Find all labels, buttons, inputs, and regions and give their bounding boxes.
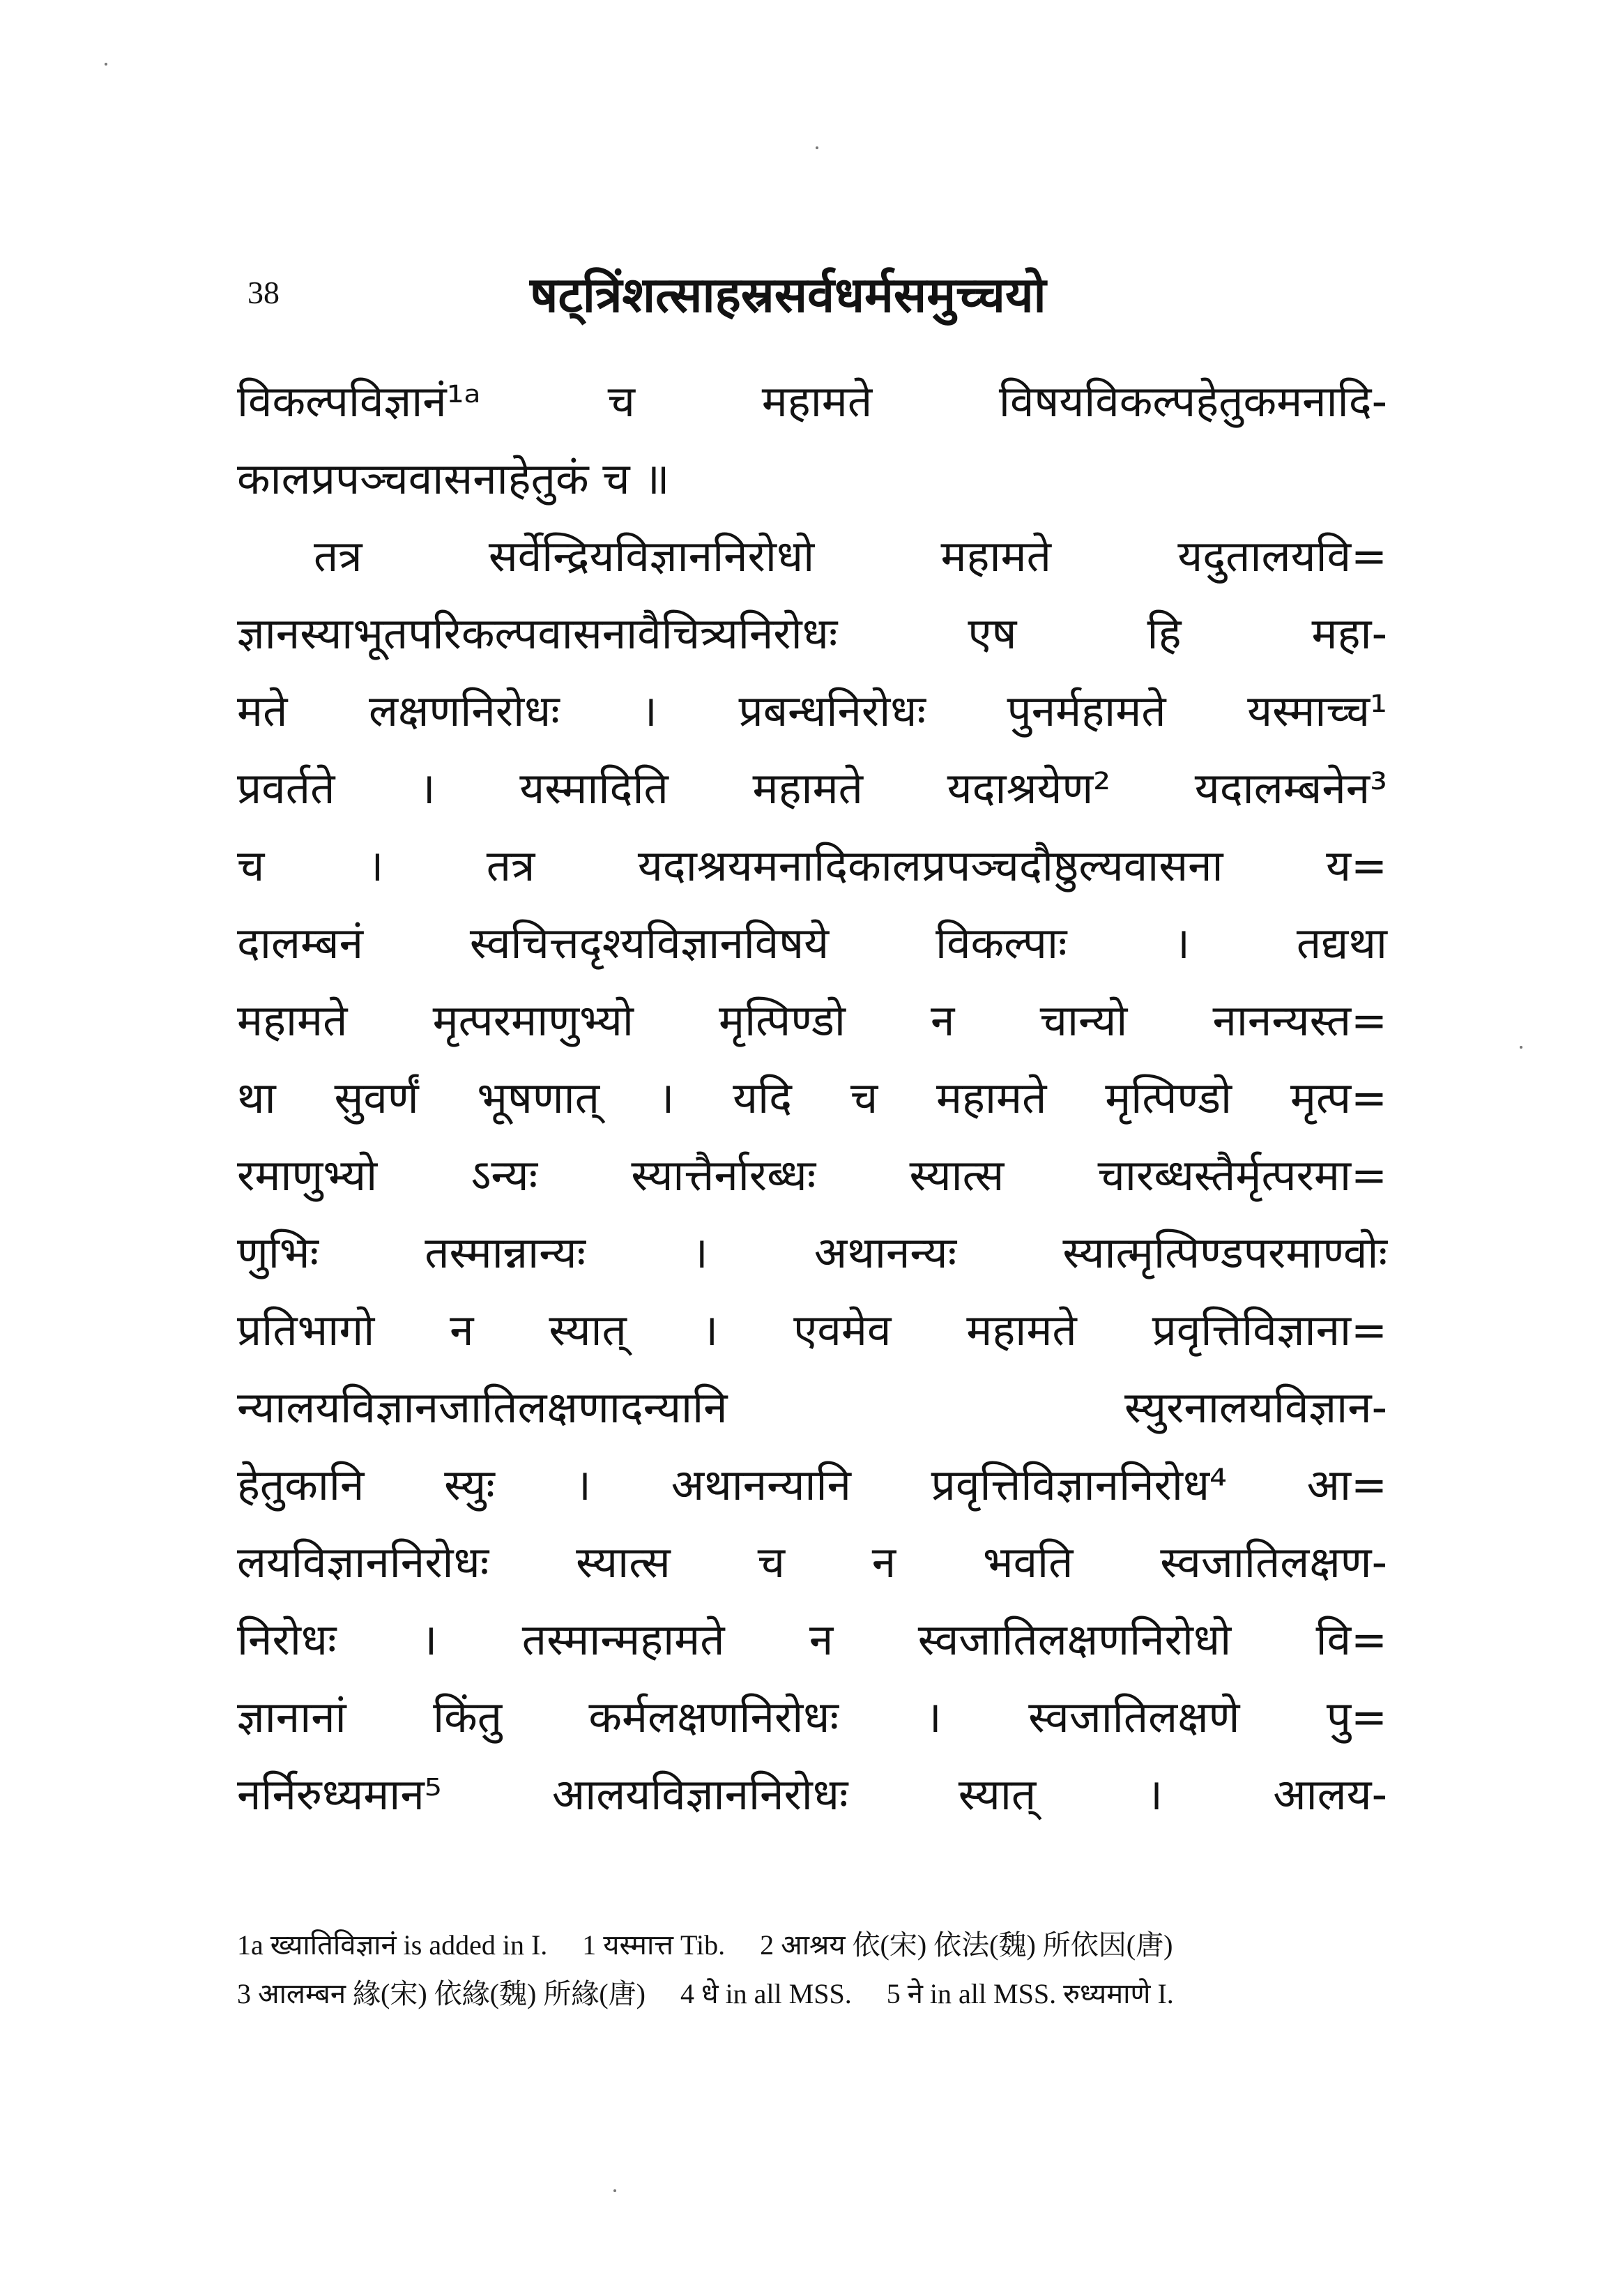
text-line: हेतुकानि स्युः । अथानन्यानि प्रवृत्तिविज्ञाननिरोध⁴ आ= <box>237 1459 1387 1510</box>
text-line: ज्ञानस्याभूतपरिकल्पवासनावैचित्र्यनिरोधः एष हि महा- <box>237 608 1387 659</box>
text-line: तत्र सर्वेन्द्रियविज्ञाननिरोधो महामते यदुतालयवि= <box>314 531 1387 581</box>
running-head: षट्त्रिंशत्साहस्रसर्वधर्मसमुच्चयो <box>530 266 1046 324</box>
footnote-line <box>237 1970 1387 2018</box>
footnote: 4 धे in all MSS. <box>680 1978 852 2009</box>
footnote: 2 आश्रय 依(宋) 依法(魏) 所依因(唐) <box>760 1929 1173 1961</box>
scan-speck <box>1520 1046 1522 1049</box>
text-line: प्रतिभागो न स्यात् । एवमेव महामते प्रवृत्तिविज्ञाना= <box>237 1305 1387 1355</box>
scan-speck <box>816 146 818 149</box>
text-line: णुभिः तस्मान्नान्यः । अथानन्यः स्यात्मृत्पिण्डपरमाण्वोः <box>237 1227 1387 1278</box>
text-line: कालप्रपञ्चवासनाहेतुकं च ॥ <box>237 453 670 504</box>
text-line: न्यालयविज्ञानजातिलक्षणादन्यानि स्युरनालयविज्ञान- <box>237 1382 1387 1433</box>
text-line: रमाणुभ्यो ऽन्यः स्यात्तैर्नारब्धः स्यात्स चारब्धस्तैर्मृत्परमा= <box>237 1150 1387 1201</box>
scan-speck <box>105 63 107 66</box>
text-line: मते लक्षणनिरोधः । प्रबन्धनिरोधः पुनर्महामते यस्माच्च¹ <box>237 685 1387 736</box>
body-text <box>237 363 1387 1833</box>
footnote: 3 आलम्बन 緣(宋) 依緣(魏) 所緣(唐) <box>237 1978 646 2009</box>
footnote: 1a ख्यातिविज्ञानं is added in I. <box>237 1929 548 1961</box>
text-line: च । तत्र यदाश्रयमनादिकालप्रपञ्चदौष्ठुल्यवासना य= <box>237 840 1387 891</box>
text-line: महामते मृत्परमाणुभ्यो मृत्पिण्डो न चान्यो नानन्यस्त= <box>237 995 1387 1046</box>
footnote-line <box>237 1921 1387 1970</box>
text-line: था सुवर्णं भूषणात् । यदि च महामते मृत्पिण्डो मृत्प= <box>237 1072 1387 1123</box>
footnote: 5 ने in all MSS. रुध्यमाणे I. <box>886 1978 1174 2009</box>
scan-speck <box>613 2189 616 2192</box>
text-line: नर्निरुध्यमान⁵ आलयविज्ञाननिरोधः स्यात् । आलय- <box>237 1769 1387 1820</box>
text-line: निरोधः । तस्मान्महामते न स्वजातिलक्षणनिरोधो वि= <box>237 1614 1387 1665</box>
footnote: 1 यस्मात्त Tib. <box>582 1929 726 1961</box>
text-line: दालम्बनं स्वचित्तदृश्यविज्ञानविषये विकल्पाः । तद्यथा <box>237 918 1387 968</box>
text-line: लयविज्ञाननिरोधः स्यात्स च न भवति स्वजातिलक्षण- <box>237 1537 1387 1588</box>
text-line: विकल्पविज्ञानं¹ᵃ च महामते विषयविकल्पहेतुकमनादि- <box>237 376 1387 427</box>
footnotes <box>237 1921 1387 2018</box>
text-line: प्रवर्तते । यस्मादिति महामते यदाश्रयेण² यदालम्बनेन³ <box>237 763 1387 814</box>
page-number: 38 <box>247 275 280 310</box>
text-line: ज्ञानानां किंतु कर्मलक्षणनिरोधः । स्वजातिलक्षणे पु= <box>237 1691 1387 1742</box>
